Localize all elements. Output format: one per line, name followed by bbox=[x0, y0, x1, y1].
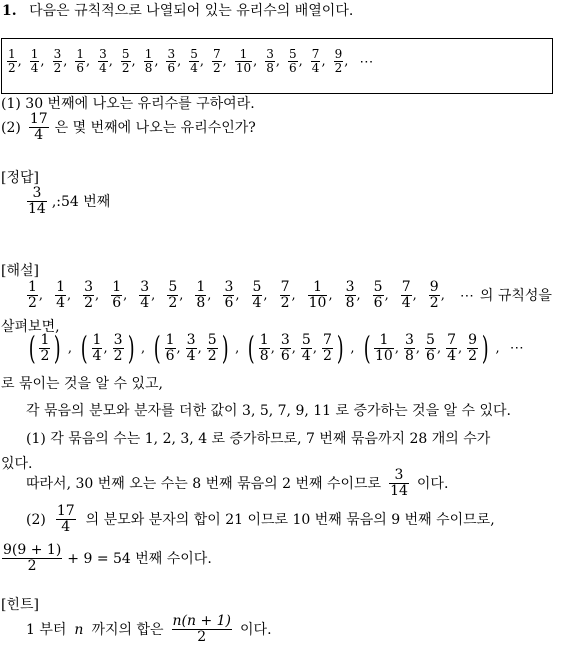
fraction bbox=[446, 333, 457, 364]
comma: , bbox=[275, 54, 281, 69]
fraction-numerator: 5 bbox=[301, 331, 311, 348]
fraction-numerator: 5 bbox=[168, 279, 178, 295]
fraction-denominator: 2 bbox=[27, 558, 37, 574]
explanation-line-8-suffix: 이다. bbox=[416, 475, 449, 492]
grouped-sequence bbox=[26, 329, 524, 367]
fraction bbox=[207, 333, 218, 364]
comma: , bbox=[179, 288, 184, 303]
fraction-numerator: 1 bbox=[313, 279, 322, 295]
fraction bbox=[144, 48, 154, 75]
fraction-denominator: 4 bbox=[401, 295, 411, 311]
fraction-denominator: 6 bbox=[165, 347, 175, 364]
fraction-numerator: 1 bbox=[165, 331, 175, 348]
explanation-line-4: 로 묶이는 것을 알 수 있고, bbox=[1, 376, 163, 392]
fraction bbox=[334, 48, 344, 75]
fraction bbox=[345, 280, 356, 311]
fraction-denominator: 10 bbox=[308, 295, 327, 311]
fraction-denominator: 2 bbox=[207, 347, 217, 364]
question-1: (1) 30 번째에 나오는 유리수를 구하여라. bbox=[1, 96, 255, 112]
explanation-line-9-label: (2) bbox=[26, 511, 46, 528]
fraction-denominator: 2 bbox=[121, 61, 130, 75]
fraction-numerator: 5 bbox=[426, 331, 435, 348]
fraction-numerator: 5 bbox=[289, 47, 297, 61]
fraction-denominator: 2 bbox=[40, 347, 50, 364]
fraction-numerator: n(n + 1) bbox=[172, 613, 232, 629]
problem-text: 다음은 규칙적으로 나열되어 있는 유리수의 배열이다. bbox=[29, 3, 354, 19]
fraction-numerator: 3 bbox=[167, 47, 176, 61]
sequence-row bbox=[6, 48, 373, 75]
question-2-text: 은 몇 번째에 나오는 유리수인가? bbox=[54, 119, 256, 136]
fraction-numerator: 3 bbox=[113, 331, 123, 348]
fraction bbox=[167, 280, 178, 311]
fraction bbox=[166, 48, 176, 75]
comma: , bbox=[440, 288, 445, 303]
fraction-numerator: 7 bbox=[447, 331, 456, 348]
fraction-numerator: 1 bbox=[28, 279, 37, 295]
fraction-numerator: 3 bbox=[404, 331, 414, 348]
fraction-denominator: 6 bbox=[289, 61, 297, 75]
fraction bbox=[39, 333, 50, 364]
fraction-denominator: 2 bbox=[113, 347, 123, 364]
sequence-group: ( 1 8 , 3 6 , 5 4 , 7 2 ) bbox=[248, 329, 344, 367]
hint-text-mid: 까지의 합은 bbox=[91, 621, 164, 638]
fraction-denominator: 4 bbox=[190, 61, 198, 75]
fraction bbox=[113, 333, 124, 364]
fraction-numerator: 7 bbox=[322, 331, 332, 348]
fraction-denominator: 2 bbox=[8, 61, 16, 75]
fraction-numerator: 3 bbox=[53, 47, 62, 61]
fraction bbox=[75, 48, 85, 75]
explanation-line-9 bbox=[26, 504, 495, 535]
comma: , bbox=[95, 288, 100, 303]
fraction bbox=[27, 280, 38, 311]
fraction-denominator: 8 bbox=[196, 295, 206, 311]
fraction bbox=[467, 333, 478, 364]
fraction-numerator: 9 bbox=[468, 331, 478, 348]
hint-variable: n bbox=[74, 621, 84, 638]
fraction-denominator: 2 bbox=[280, 295, 290, 311]
ellipsis: ⋯ bbox=[509, 340, 524, 356]
comma: , bbox=[415, 340, 421, 356]
comma: , bbox=[199, 54, 205, 69]
sequence-group: ( 1 10 , 3 8 , 5 6 , 7 4 , 9 2 ) bbox=[363, 329, 489, 367]
comma: , bbox=[108, 54, 113, 69]
fraction-numerator: 3 bbox=[32, 185, 42, 201]
comma: , bbox=[131, 54, 136, 69]
fraction-denominator: 4 bbox=[34, 127, 44, 143]
fraction-denominator: 2 bbox=[168, 295, 178, 311]
explanation-line-9-text: 의 분모와 분자의 합이 21 이므로 10 번째 묶음의 9 번째 수이므로, bbox=[85, 511, 495, 528]
sequence-group: ( 1 6 , 3 4 , 5 2 ) bbox=[153, 329, 229, 367]
answer-text: ,:54 번째 bbox=[51, 193, 111, 210]
fraction bbox=[280, 280, 291, 311]
fraction-denominator: 4 bbox=[92, 347, 102, 364]
fraction-numerator: 3 bbox=[280, 331, 290, 348]
fraction-numerator: 1 bbox=[144, 47, 153, 61]
fraction-denominator: 6 bbox=[280, 347, 290, 364]
fraction bbox=[139, 280, 150, 311]
fraction-numerator: 5 bbox=[207, 331, 217, 348]
ellipsis: ⋯ bbox=[459, 287, 474, 304]
comma: , bbox=[123, 288, 128, 303]
fraction-denominator: 2 bbox=[334, 61, 343, 75]
fraction-denominator: 4 bbox=[56, 295, 65, 311]
fraction bbox=[252, 280, 263, 311]
fraction-numerator: 3 bbox=[186, 331, 196, 348]
fraction-denominator: 4 bbox=[99, 61, 107, 75]
comma: , bbox=[66, 288, 72, 303]
fraction-numerator: 1 bbox=[259, 331, 269, 348]
comma: , bbox=[177, 54, 182, 69]
fraction-denominator: 10 bbox=[374, 347, 393, 364]
comma: , bbox=[384, 288, 389, 303]
fraction bbox=[374, 333, 394, 364]
comma: , bbox=[458, 340, 463, 356]
fraction bbox=[7, 48, 17, 75]
comma: , bbox=[207, 288, 212, 303]
fraction bbox=[373, 280, 384, 311]
fraction-denominator: 6 bbox=[224, 295, 234, 311]
fraction-numerator: 1 bbox=[379, 331, 389, 348]
comma: , bbox=[140, 340, 146, 356]
fraction bbox=[189, 48, 199, 75]
comma: , bbox=[253, 54, 258, 69]
hint-fraction bbox=[172, 614, 233, 645]
hint-label: [힌트] bbox=[1, 597, 39, 613]
fraction-numerator: 7 bbox=[213, 47, 221, 61]
comma: , bbox=[263, 288, 268, 303]
hint-text-suffix: 이다. bbox=[240, 621, 272, 638]
fraction bbox=[53, 48, 63, 75]
comma: , bbox=[40, 54, 45, 69]
comma: , bbox=[270, 340, 275, 356]
fraction-numerator: 3 bbox=[84, 279, 94, 295]
fraction-denominator: 10 bbox=[235, 61, 252, 75]
fraction-numerator: 9(9 + 1) bbox=[3, 542, 62, 558]
fraction bbox=[322, 333, 333, 364]
comma: , bbox=[344, 54, 349, 69]
fraction bbox=[265, 48, 275, 75]
comma: , bbox=[350, 340, 355, 356]
fraction-numerator: 5 bbox=[190, 47, 198, 61]
explanation-line-1-text: 의 규칙성을 bbox=[479, 287, 552, 304]
fraction-numerator: 17 bbox=[56, 503, 75, 519]
fraction-numerator: 1 bbox=[56, 279, 65, 295]
fraction bbox=[311, 48, 321, 75]
fraction-denominator: 4 bbox=[140, 295, 150, 311]
fraction-denominator: 2 bbox=[28, 295, 37, 311]
answer bbox=[26, 186, 110, 217]
fraction bbox=[98, 48, 108, 75]
fraction-numerator: 1 bbox=[40, 331, 50, 348]
ellipsis: ⋯ bbox=[359, 53, 374, 70]
comma: , bbox=[151, 288, 156, 303]
explanation-line-10-text: + 9 = 54 번째 수이다. bbox=[67, 550, 212, 567]
comma: , bbox=[235, 288, 240, 303]
fraction-denominator: 2 bbox=[322, 347, 332, 364]
fraction-numerator: 1 bbox=[8, 47, 16, 61]
fraction bbox=[195, 280, 206, 311]
comma: , bbox=[291, 288, 296, 303]
fraction-denominator: 6 bbox=[373, 295, 383, 311]
fraction bbox=[212, 48, 222, 75]
fraction-denominator: 14 bbox=[390, 483, 408, 499]
explanation-line-7: 있다. bbox=[1, 456, 33, 472]
explanation-line-10 bbox=[1, 543, 212, 574]
fraction-numerator: 1 bbox=[76, 47, 84, 61]
fraction-numerator: 9 bbox=[334, 47, 343, 61]
explanation-sequence bbox=[26, 280, 552, 311]
fraction bbox=[92, 333, 103, 364]
explanation-line-6: (1) 각 묶음의 수는 1, 2, 3, 4 로 증가하므로, 7 번째 묶음까지 28 개의 수가 bbox=[26, 431, 491, 447]
explanation-line-10-fraction bbox=[2, 543, 62, 574]
explanation-line-9-fraction bbox=[56, 504, 76, 535]
fraction-denominator: 2 bbox=[53, 61, 62, 75]
fraction bbox=[55, 280, 66, 311]
fraction-numerator: 17 bbox=[29, 111, 48, 127]
fraction-denominator: 4 bbox=[186, 347, 196, 364]
comma: , bbox=[222, 54, 227, 69]
hint bbox=[26, 614, 272, 645]
fraction bbox=[288, 48, 298, 75]
comma: , bbox=[298, 54, 303, 69]
fraction bbox=[121, 48, 131, 75]
explanation-line-8 bbox=[26, 468, 448, 499]
answer-label: [정답] bbox=[1, 170, 39, 186]
fraction-denominator: 6 bbox=[426, 347, 435, 364]
answer-fraction bbox=[27, 186, 47, 217]
question-2-label: (2) bbox=[1, 119, 21, 136]
fraction-denominator: 8 bbox=[259, 347, 269, 364]
fraction bbox=[301, 333, 312, 364]
fraction-numerator: 7 bbox=[280, 279, 290, 295]
fraction-denominator: 4 bbox=[311, 61, 320, 75]
fraction-numerator: 3 bbox=[266, 47, 274, 61]
comma: , bbox=[197, 340, 202, 356]
comma: , bbox=[328, 288, 333, 303]
fraction-numerator: 7 bbox=[401, 279, 411, 295]
fraction-denominator: 2 bbox=[213, 61, 221, 75]
sequence-group: ( 1 2 ) bbox=[28, 329, 62, 367]
fraction bbox=[429, 280, 440, 311]
fraction-numerator: 5 bbox=[252, 279, 262, 295]
fraction bbox=[30, 48, 40, 75]
fraction bbox=[308, 280, 328, 311]
fraction-numerator: 3 bbox=[140, 279, 150, 295]
comma: , bbox=[412, 288, 417, 303]
question-2 bbox=[1, 112, 256, 143]
explanation-line-8-text: 따라서, 30 번째 오는 수는 8 번째 묶음의 2 번째 수이므로 bbox=[26, 475, 382, 492]
fraction bbox=[235, 48, 252, 75]
question-2-fraction bbox=[29, 112, 49, 143]
comma: , bbox=[235, 340, 240, 356]
fraction-denominator: 4 bbox=[252, 295, 262, 311]
fraction-numerator: 1 bbox=[239, 47, 248, 61]
fraction-numerator: 1 bbox=[196, 279, 206, 295]
comma: , bbox=[495, 340, 500, 356]
sequence-group: ( 1 4 , 3 2 ) bbox=[80, 329, 135, 367]
fraction bbox=[280, 333, 291, 364]
fraction-denominator: 4 bbox=[30, 61, 39, 75]
fraction bbox=[223, 280, 234, 311]
fraction-denominator: 6 bbox=[112, 295, 122, 311]
fraction-numerator: 3 bbox=[99, 47, 107, 61]
fraction bbox=[165, 333, 176, 364]
fraction bbox=[404, 333, 415, 364]
fraction-denominator: 4 bbox=[301, 347, 311, 364]
explanation-label: [해설] bbox=[1, 263, 39, 279]
comma: , bbox=[356, 288, 361, 303]
problem-statement bbox=[2, 4, 353, 18]
comma: , bbox=[17, 54, 22, 69]
fraction-denominator: 8 bbox=[345, 295, 355, 311]
fraction-denominator: 2 bbox=[197, 629, 207, 645]
explanation-line-5: 각 묶음의 분모와 분자를 더한 값이 3, 5, 7, 9, 11 로 증가하는 것을 알 수 있다. bbox=[26, 403, 511, 419]
comma: , bbox=[321, 54, 326, 69]
fraction-numerator: 1 bbox=[30, 47, 39, 61]
comma: , bbox=[394, 340, 399, 356]
comma: , bbox=[312, 340, 317, 356]
explanation-line-8-fraction bbox=[389, 468, 409, 499]
fraction-numerator: 9 bbox=[429, 279, 439, 295]
fraction bbox=[425, 333, 436, 364]
fraction-numerator: 5 bbox=[373, 279, 383, 295]
fraction-denominator: 4 bbox=[61, 519, 71, 535]
fraction bbox=[259, 333, 270, 364]
fraction bbox=[111, 280, 122, 311]
fraction-numerator: 3 bbox=[394, 467, 404, 483]
comma: , bbox=[291, 340, 296, 356]
comma: , bbox=[103, 340, 108, 356]
fraction-numerator: 3 bbox=[224, 279, 234, 295]
fraction-denominator: 6 bbox=[167, 61, 176, 75]
fraction-denominator: 2 bbox=[429, 295, 439, 311]
fraction bbox=[186, 333, 197, 364]
comma: , bbox=[436, 340, 442, 356]
fraction bbox=[83, 280, 94, 311]
fraction-denominator: 8 bbox=[144, 61, 153, 75]
fraction-numerator: 3 bbox=[345, 279, 355, 295]
fraction-denominator: 8 bbox=[404, 347, 414, 364]
comma: , bbox=[176, 340, 181, 356]
comma: , bbox=[38, 288, 44, 303]
fraction-denominator: 2 bbox=[468, 347, 478, 364]
fraction-denominator: 14 bbox=[28, 201, 46, 217]
fraction-numerator: 1 bbox=[92, 331, 102, 348]
comma: , bbox=[67, 340, 73, 356]
fraction-denominator: 8 bbox=[266, 61, 274, 75]
fraction-denominator: 2 bbox=[84, 295, 94, 311]
fraction-numerator: 7 bbox=[311, 47, 320, 61]
fraction-denominator: 6 bbox=[76, 61, 84, 75]
comma: , bbox=[154, 54, 159, 69]
fraction bbox=[401, 280, 412, 311]
hint-text-prefix: 1 부터 bbox=[26, 621, 67, 638]
explanation-line-2: 살펴보면, bbox=[1, 319, 60, 335]
fraction-numerator: 5 bbox=[121, 47, 130, 61]
fraction-denominator: 4 bbox=[447, 347, 456, 364]
comma: , bbox=[85, 54, 91, 69]
fraction-numerator: 1 bbox=[112, 279, 122, 295]
problem-number: 1. bbox=[2, 3, 17, 19]
comma: , bbox=[63, 54, 68, 69]
